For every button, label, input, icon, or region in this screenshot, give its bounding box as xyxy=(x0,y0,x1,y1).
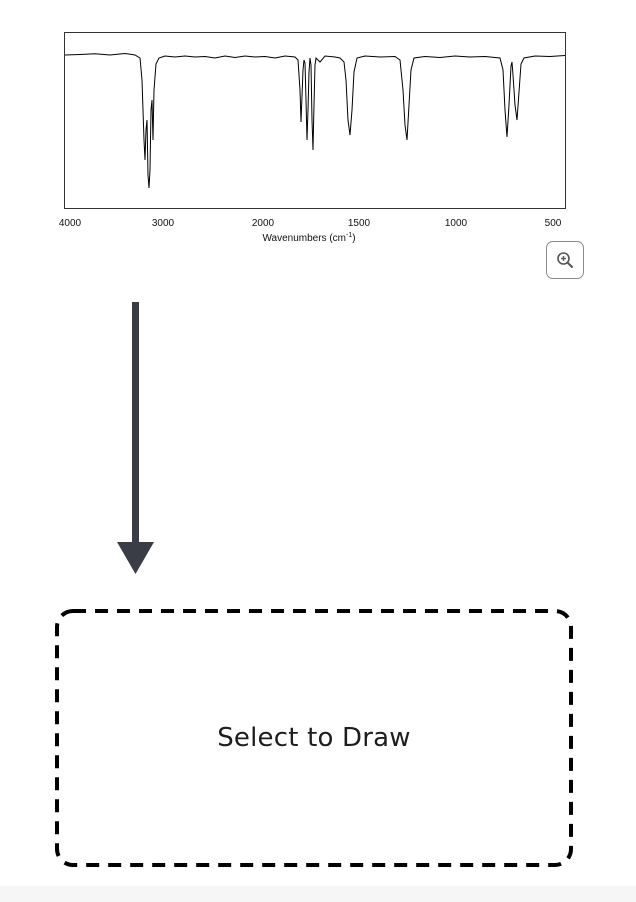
tick-label: 3000 xyxy=(151,218,175,229)
tick-label: 500 xyxy=(544,218,562,229)
select-to-draw-area[interactable] xyxy=(55,609,573,867)
x-axis-label: Wavenumbers $(cm^{-1})$ xyxy=(262,232,356,244)
select-to-draw-label: Select to Draw xyxy=(217,723,411,753)
ir-spectrum-plot xyxy=(0,0,636,250)
arrow-down-icon xyxy=(110,300,162,576)
tick-label: 1500 xyxy=(347,218,371,229)
tick-label: 2000 xyxy=(251,218,275,229)
tick-label: 1000 xyxy=(444,218,468,229)
x-axis-ticks xyxy=(59,218,562,229)
footer-strip xyxy=(0,886,636,902)
zoom-in-icon xyxy=(556,251,574,269)
tick-label: 4000 xyxy=(58,218,82,229)
zoom-in-button[interactable] xyxy=(546,241,584,279)
